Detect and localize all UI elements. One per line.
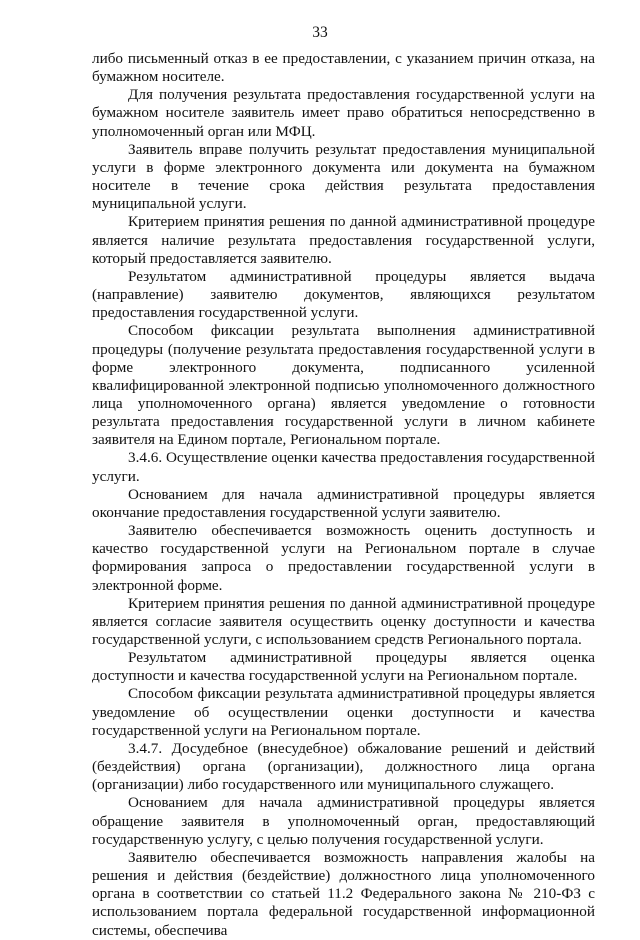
- paragraph: Результатом административной процедуры является оценка доступности и качества государственной услуги на Региональном портале.: [92, 649, 595, 685]
- paragraph: либо письменный отказ в ее предоставлении, с указанием причин отказа, на бумажном носителе.: [92, 50, 595, 86]
- document-body: [92, 50, 595, 940]
- paragraph: Способом фиксации результата административной процедуры является уведомление об осуществлении оценки доступности и качества государственной услуги на Региональном портале.: [92, 685, 595, 739]
- paragraph: Результатом административной процедуры является выдача (направление) заявителю документов, являющихся результатом предоставления государственной услуги.: [92, 267, 595, 322]
- paragraph: Заявитель вправе получить результат предоставления муниципальной услуги в форме электронного документа или документа на бумажном носителе в течение срока действия результата предоставления муниципальной услуги.: [92, 140, 595, 213]
- paragraph: Основанием для начала административной процедуры является окончание предоставления государственной услуги заявителю.: [92, 485, 595, 521]
- section-heading: 3.4.6. Осуществление оценки качества предоставления государственной услуги.: [92, 449, 595, 485]
- paragraph: Заявителю обеспечивается возможность оценить доступность и качество государственной услуги на Региональном портале в случае формирования запроса о предоставлении государственной услуги в электронной форме.: [92, 522, 595, 594]
- page-number: 33: [312, 24, 328, 41]
- paragraph: Критерием принятия решения по данной административной процедуре является наличие результата предоставления государственной услуги, который предоставляется заявителю.: [92, 213, 595, 267]
- paragraph: Заявителю обеспечивается возможность направления жалобы на решения и действия (бездействие) должностного лица уполномоченного органа в соответствии со статьей 11.2 Федерального закона № 210-ФЗ с использованием портала федеральной государственной информационной системы, обеспечива: [92, 848, 595, 939]
- section-heading: 3.4.7. Досудебное (внесудебное) обжалование решений и действий (бездействия) органа (организации), должностного лица органа (организации) либо государственного или муниципального служащего.: [92, 739, 595, 794]
- paragraph: Критерием принятия решения по данной административной процедуре является согласие заявителя осуществить оценку доступности и качества государственной услуги, с использованием средств Регионального портала.: [92, 594, 595, 648]
- paragraph: Основанием для начала административной процедуры является обращение заявителя в уполномоченный орган, предоставляющий государственную услугу, с целью получения государственной услуги.: [92, 794, 595, 848]
- paragraph: Для получения результата предоставления государственной услуги на бумажном носителе заявитель имеет право обратиться непосредственно в уполномоченный орган или МФЦ.: [92, 86, 595, 140]
- paragraph: Способом фиксации результата выполнения административной процедуры (получение результата предоставления государственной услуги в форме электронного документа, подписанного усиленной квалифицированной электронной подписью уполномоченного должностного лица уполномоченного органа) является уведомление о готовности результата предоставления государственной услуги в личном кабинете заявителя на Едином портале, Региональном портале.: [92, 322, 595, 449]
